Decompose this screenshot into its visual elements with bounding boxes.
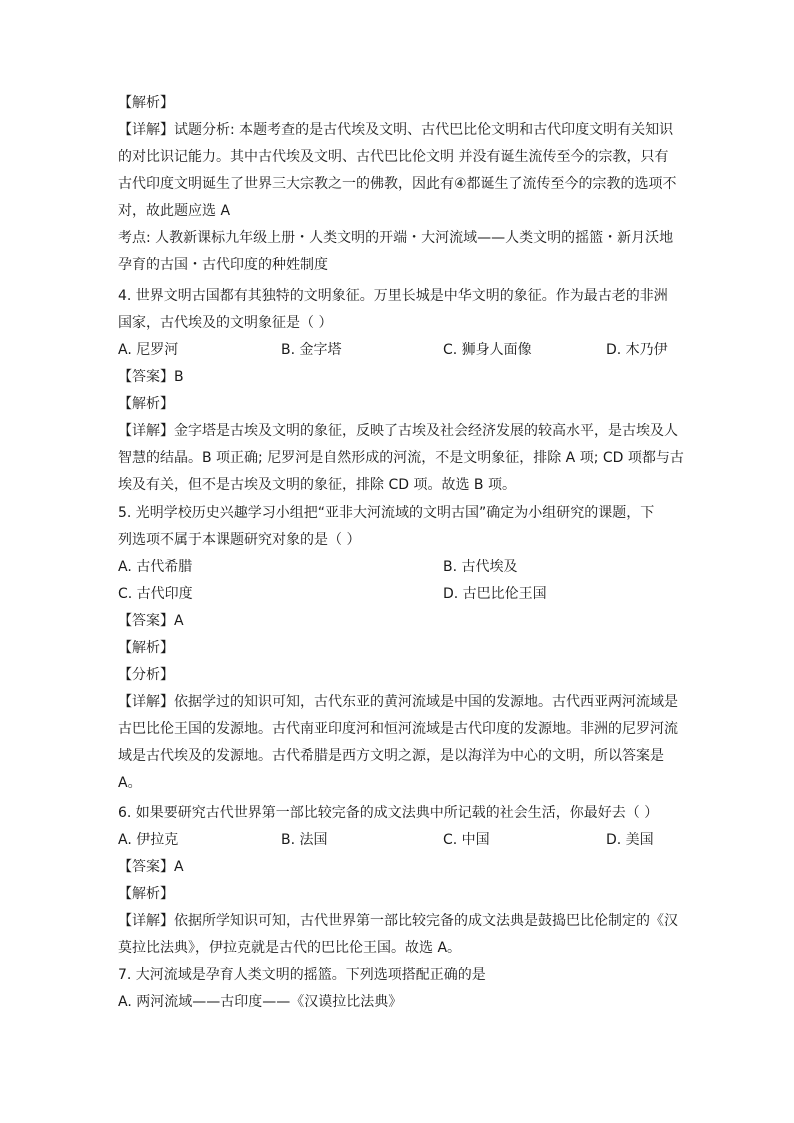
options-row <box>118 827 678 854</box>
option-b: B. 古代埃及 <box>443 559 518 575</box>
question-text: 6. 如果要研究古代世界第一部比较完备的成文法典中所记载的社会生活，你最好去（ ） <box>118 805 659 821</box>
kaodian-line: 孕育的古国・古代印度的种姓制度 <box>118 257 328 273</box>
detail-line: 智慧的结晶。B 项正确; 尼罗河是自然形成的河流，不是文明象征，排除 A 项; CD 项都与古 <box>118 450 684 466</box>
detail-line: 莫拉比法典》，伊拉克就是古代的巴比伦王国。故选 A。 <box>118 940 462 956</box>
option-d: D. 古巴比伦王国 <box>443 586 547 602</box>
option-b: B. 金字塔 <box>281 342 342 358</box>
option-d: D. 木乃伊 <box>606 342 668 358</box>
question-text: 国家，古代埃及的文明象征是（ ） <box>118 315 333 331</box>
fenxi-label: 【分析】 <box>118 667 174 683</box>
analysis-label: 【解析】 <box>118 640 174 656</box>
option-a: A. 尼罗河 <box>118 342 179 358</box>
analysis-label: 【解析】 <box>118 95 174 111</box>
options-row <box>118 581 678 608</box>
question-7 <box>118 962 678 1016</box>
detail-line: 对，故此题应选 A <box>118 203 231 219</box>
question-5 <box>118 500 678 797</box>
answer-line: 【答案】A <box>118 859 184 875</box>
option-d: D. 美国 <box>606 832 654 848</box>
option-a: A. 两河流域——古印度——《汉谟拉比法典》 <box>118 994 403 1010</box>
question-4 <box>118 283 684 499</box>
detail-line: 埃及有关，但不是古埃及文明的象征，排除 CD 项。故选 B 项。 <box>118 477 516 493</box>
question-text: 7. 大河流域是孕育人类文明的摇篮。下列选项搭配正确的是 <box>118 967 486 983</box>
analysis-label: 【解析】 <box>118 886 174 902</box>
detail-line: 域是古代埃及的发源地。古代希腊是西方文明之源，是以海洋为中心的文明，所以答案是 <box>118 748 664 764</box>
kaodian-line: 考点: 人教新课标九年级上册・人类文明的开端・大河流域——人类文明的摇篮・新月沃地 <box>118 230 674 246</box>
analysis-label: 【解析】 <box>118 396 174 412</box>
answer-line: 【答案】B <box>118 369 184 385</box>
question-text: 4. 世界文明古国都有其独特的文明象征。万里长城是中华文明的象征。作为最古老的非洲 <box>118 288 668 304</box>
question-6 <box>118 800 678 962</box>
option-c: C. 狮身人面像 <box>443 342 532 358</box>
detail-line: A。 <box>118 775 142 791</box>
detail-line: 【详解】试题分析: 本题考查的是古代埃及文明、古代巴比伦文明和古代印度文明有关知识 <box>118 122 674 138</box>
option-a: A. 伊拉克 <box>118 832 179 848</box>
detail-line: 【详解】依据所学知识可知，古代世界第一部比较完备的成文法典是鼓捣巴比伦制定的《汉 <box>118 913 678 929</box>
option-a: A. 古代希腊 <box>118 559 193 575</box>
option-c: C. 古代印度 <box>118 586 193 602</box>
option-c: C. 中国 <box>443 832 490 848</box>
detail-line: 古代印度文明诞生了世界三大宗教之一的佛教，因此有④都诞生了流传至今的宗教的选项不 <box>118 176 677 192</box>
detail-line: 的对比识记能力。其中古代埃及文明、古代巴比伦文明 并没有诞生流传至今的宗教，只有 <box>118 149 669 165</box>
question-text: 5. 光明学校历史兴趣学习小组把“亚非大河流域的文明古国”确定为小组研究的课题，下 <box>118 505 655 521</box>
option-b: B. 法国 <box>281 832 328 848</box>
detail-line: 古巴比伦王国的发源地。古代南亚印度河和恒河流域是古代印度的发源地。非洲的尼罗河流 <box>118 721 678 737</box>
detail-line: 【详解】依据学过的知识可知，古代东亚的黄河流域是中国的发源地。古代西亚两河流域是 <box>118 694 678 710</box>
q3-section <box>118 90 678 279</box>
options-row <box>118 337 678 364</box>
question-text: 列选项不属于本课题研究对象的是（ ） <box>118 532 361 548</box>
detail-line: 【详解】金字塔是古埃及文明的象征，反映了古埃及社会经济发展的较高水平，是古埃及人 <box>118 423 678 439</box>
options-row <box>118 554 678 581</box>
answer-line: 【答案】A <box>118 613 184 629</box>
